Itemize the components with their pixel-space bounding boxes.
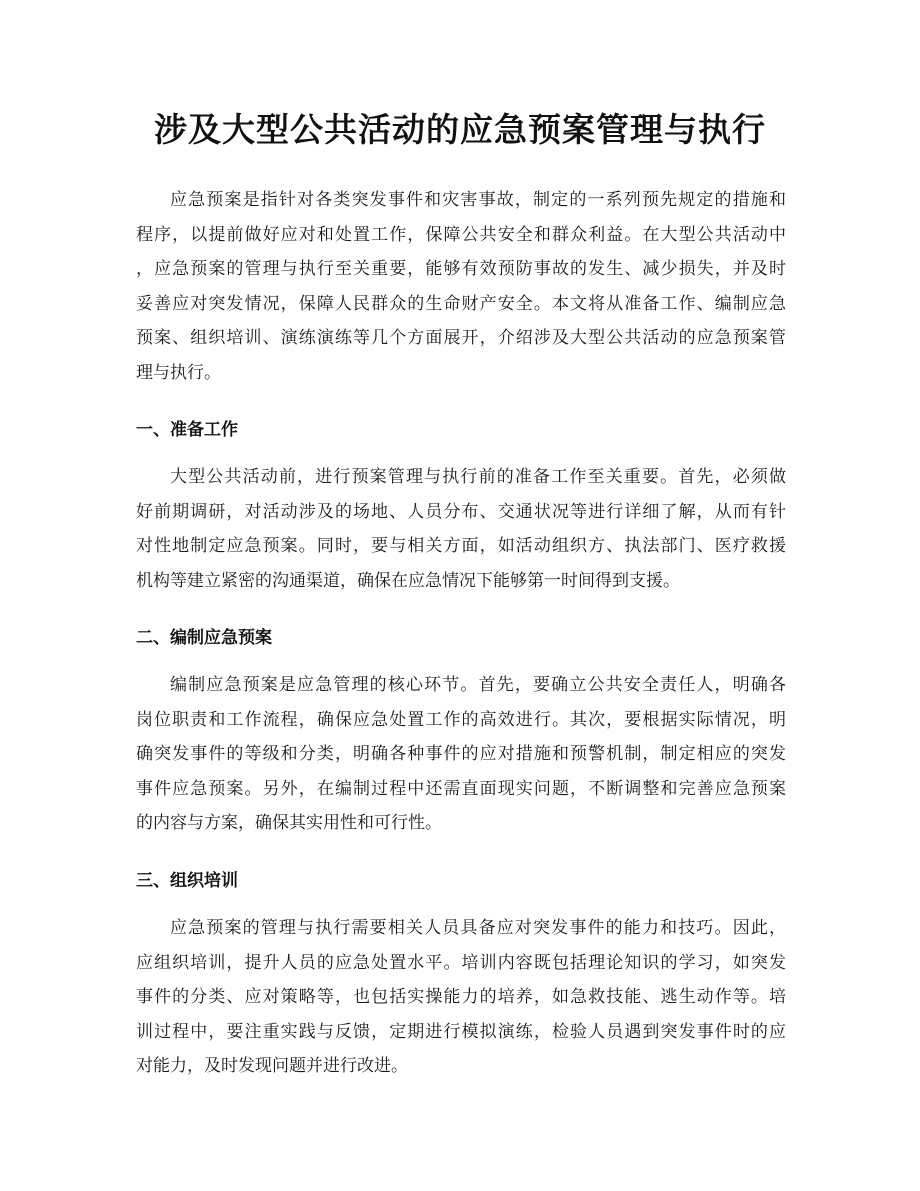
paragraph-line: 大型公共活动前，进行预案管理与执行前的准备工作至关重要。首先，必须做 — [170, 467, 786, 487]
paragraph-line: 岗位职责和工作流程，确保应急处置工作的高效进行。其次，要根据实际情况，明 — [136, 709, 786, 730]
section-paragraph-drafting — [136, 668, 786, 841]
paragraph-line: 预案、组织培训、演练演练等几个方面展开，介绍涉及大型公共活动的应急预案管 — [136, 328, 786, 349]
paragraph-line: 的内容与方案，确保其实用性和可行性。 — [136, 813, 442, 834]
paragraph-line: ，应急预案的管理与执行至关重要，能够有效预防事故的发生、减少损失，并及时 — [136, 259, 786, 280]
paragraph-line: 事件应急预案。另外，在编制过程中还需直面现实问题，不断调整和完善应急预案 — [136, 778, 786, 799]
paragraph-line: 理与执行。 — [136, 362, 221, 383]
paragraph-line: 程序，以提前做好应对和处置工作，保障公共安全和群众利益。在大型公共活动中 — [136, 224, 786, 245]
section-heading-drafting: 二、编制应急预案 — [136, 628, 272, 648]
section-heading-training: 三、组织培训 — [136, 871, 238, 891]
paragraph-line: 训过程中，要注重实践与反馈，定期进行模拟演练，检验人员遇到突发事件时的应 — [136, 1021, 786, 1042]
paragraph-line: 编制应急预案是应急管理的核心环节。首先，要确立公共安全责任人，明确各 — [170, 675, 786, 695]
paragraph-line: 应急预案的管理与执行需要相关人员具备应对突发事件的能力和技巧。因此， — [170, 918, 786, 938]
paragraph-line: 机构等建立紧密的沟通渠道，确保在应急情况下能够第一时间得到支援。 — [136, 570, 680, 591]
section-paragraph-training — [136, 911, 786, 1084]
section-heading-preparation: 一、准备工作 — [136, 420, 238, 440]
paragraph-line: 应组织培训，提升人员的应急处置水平。培训内容既包括理论知识的学习，如突发 — [136, 952, 786, 973]
document-title: 涉及大型公共活动的应急预案管理与执行 — [154, 110, 766, 149]
section-paragraph-preparation — [136, 460, 786, 598]
intro-paragraph — [136, 183, 786, 391]
paragraph-line: 好前期调研，对活动涉及的场地、人员分布、交通状况等进行详细了解，从而有针 — [136, 501, 786, 522]
paragraph-line: 确突发事件的等级和分类，明确各种事件的应对措施和预警机制，制定相应的突发 — [136, 744, 786, 765]
paragraph-line: 对性地制定应急预案。同时，要与相关方面，如活动组织方、执法部门、医疗救援 — [136, 536, 786, 557]
paragraph-line: 事件的分类、应对策略等，也包括实操能力的培养，如急救技能、逃生动作等。培 — [136, 987, 786, 1008]
paragraph-line: 妥善应对突发情况，保障人民群众的生命财产安全。本文将从准备工作、编制应急 — [136, 293, 786, 314]
paragraph-line: 对能力，及时发现问题并进行改进。 — [136, 1056, 408, 1077]
paragraph-line: 应急预案是指针对各类突发事件和灾害事故，制定的一系列预先规定的措施和 — [170, 190, 786, 210]
